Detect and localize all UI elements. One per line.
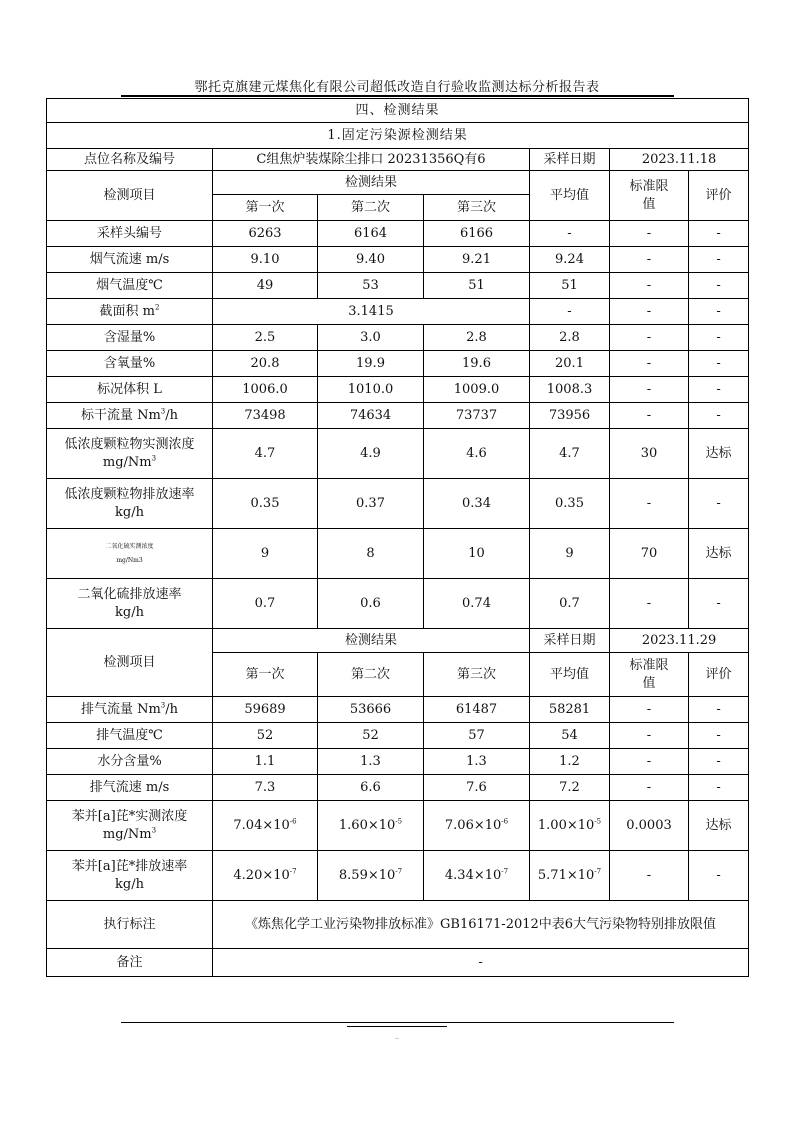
eval-value: -: [689, 851, 749, 901]
table-row: [47, 723, 749, 749]
mantissa: 4.34×10: [444, 867, 502, 883]
run1-value: [213, 801, 318, 851]
run2-header: 第二次: [318, 195, 424, 221]
header2-row-1: [47, 629, 749, 653]
table-row: [47, 247, 749, 273]
avg-value: [530, 851, 610, 901]
standard-row: [47, 901, 749, 949]
row-unit: mg/Nm3: [116, 556, 143, 564]
run2-value: 6164: [318, 221, 424, 247]
table-row: [47, 749, 749, 775]
row-name-text: 二氧化硫排放速率: [77, 586, 182, 602]
avg-value: 51: [530, 273, 610, 299]
remarks-row: [47, 949, 749, 977]
superscript: 3: [151, 826, 157, 835]
run3-value: 51: [424, 273, 530, 299]
report-header: 鄂托克旗建元煤焦化有限公司超低改造自行验收监测达标分析报告表: [194, 80, 600, 95]
eval-value: -: [689, 775, 749, 801]
run3-value: 73737: [424, 403, 530, 429]
mantissa: 1.00×10: [537, 817, 595, 833]
point-value: C组焦炉装煤除尘排口 20231356Q有6: [213, 149, 530, 171]
run3-value: 9.21: [424, 247, 530, 273]
run2-value: 1.3: [318, 749, 424, 775]
row-name: 烟气流速 m/s: [47, 247, 213, 273]
footer-rule-short: [347, 1026, 447, 1027]
limit-value: -: [610, 247, 689, 273]
run3-header: 第三次: [424, 195, 530, 221]
results-header: 检测结果: [213, 171, 530, 195]
superscript: 3: [160, 701, 166, 710]
row-name-tail: /h: [165, 701, 179, 717]
avg-header: 平均值: [530, 171, 610, 221]
exponent: -7: [594, 867, 602, 876]
run3-value: 10: [424, 529, 530, 579]
eval-value: -: [689, 377, 749, 403]
limit-value: -: [610, 273, 689, 299]
avg-value: 73956: [530, 403, 610, 429]
row-name: 排气温度℃: [47, 723, 213, 749]
run2-value: 4.9: [318, 429, 424, 479]
item-header: 检测项目: [47, 171, 213, 221]
run2-value: 19.9: [318, 351, 424, 377]
limit-value: -: [610, 749, 689, 775]
limit-value: -: [610, 351, 689, 377]
run3-value: 6166: [424, 221, 530, 247]
run1-value: 9: [213, 529, 318, 579]
run2-value: 52: [318, 723, 424, 749]
limit-value: -: [610, 775, 689, 801]
eval-value: 达标: [689, 529, 749, 579]
row-name: 水分含量%: [47, 749, 213, 775]
row-name: 采样头编号: [47, 221, 213, 247]
run2-header: 第二次: [318, 653, 424, 697]
sampling-date: 2023.11.29: [610, 629, 749, 653]
mantissa: 1.60×10: [338, 817, 396, 833]
run1-value: [213, 851, 318, 901]
limit-value: -: [610, 403, 689, 429]
limit-header: 标准限值: [610, 171, 689, 221]
run2-value: 0.6: [318, 579, 424, 629]
run2-value: 53: [318, 273, 424, 299]
table-row: [47, 579, 749, 629]
eval-header: 评价: [689, 171, 749, 221]
run1-value: 0.7: [213, 579, 318, 629]
row-name-text: 苯并[a]芘*实测浓度: [71, 808, 188, 824]
run2-value: [318, 851, 424, 901]
run3-value: 7.6: [424, 775, 530, 801]
exponent: -7: [395, 867, 403, 876]
run1-value: 2.5: [213, 325, 318, 351]
run3-value: 61487: [424, 697, 530, 723]
row-name-tail: /h: [165, 407, 179, 423]
run1-value: 6263: [213, 221, 318, 247]
avg-value: 9.24: [530, 247, 610, 273]
row-name: 烟气温度℃: [47, 273, 213, 299]
eval-header: 评价: [689, 653, 749, 697]
mantissa: 8.59×10: [338, 867, 396, 883]
table-row: [47, 851, 749, 901]
row-name: [47, 697, 213, 723]
mantissa: 4.20×10: [233, 867, 290, 883]
row-name: [47, 801, 213, 851]
avg-value: -: [530, 221, 610, 247]
footer-rule: [121, 1022, 674, 1023]
exponent: -5: [594, 817, 602, 826]
run1-value: 0.35: [213, 479, 318, 529]
run1-value: 52: [213, 723, 318, 749]
run2-value: 6.6: [318, 775, 424, 801]
row-name: [47, 429, 213, 479]
avg-value: 4.7: [530, 429, 610, 479]
eval-value: -: [689, 325, 749, 351]
results-table: [46, 98, 749, 977]
eval-value: -: [689, 479, 749, 529]
exponent: -7: [289, 867, 297, 876]
row-name: 排气流速 m/s: [47, 775, 213, 801]
mantissa: 7.04×10: [233, 817, 290, 833]
standard-label: 执行标注: [47, 901, 213, 949]
row-unit: mg/Nm: [102, 826, 152, 842]
mantissa: 5.71×10: [537, 867, 595, 883]
eval-value: -: [689, 247, 749, 273]
avg-value: 7.2: [530, 775, 610, 801]
mantissa: 7.06×10: [444, 817, 502, 833]
run1-header: 第一次: [213, 653, 318, 697]
row-name: [47, 299, 213, 325]
point-row: [47, 149, 749, 171]
run3-value: 1.3: [424, 749, 530, 775]
eval-value: 达标: [689, 801, 749, 851]
row-unit: kg/h: [115, 876, 144, 892]
row-name-text: 标干流量 Nm: [80, 407, 161, 423]
run2-value: 9.40: [318, 247, 424, 273]
table-row: [47, 801, 749, 851]
run1-value: 49: [213, 273, 318, 299]
eval-value: -: [689, 749, 749, 775]
limit-value: 70: [610, 529, 689, 579]
run1-value: 4.7: [213, 429, 318, 479]
run3-value: 19.6: [424, 351, 530, 377]
row-name: 标况体积 L: [47, 377, 213, 403]
run3-value: 4.6: [424, 429, 530, 479]
run1-header: 第一次: [213, 195, 318, 221]
avg-value: 0.7: [530, 579, 610, 629]
sampling-date-label: 采样日期: [530, 149, 610, 171]
limit-value: -: [610, 325, 689, 351]
table-row: [47, 403, 749, 429]
row-name: [47, 479, 213, 529]
table-row: [47, 273, 749, 299]
header-rule: [121, 95, 674, 97]
run2-value: 8: [318, 529, 424, 579]
row-name-text: 低浓度颗粒物实测浓度: [64, 436, 195, 452]
limit-value: -: [610, 579, 689, 629]
subsection-title-row: [47, 123, 749, 149]
table-row: [47, 529, 749, 579]
row-unit: kg/h: [115, 504, 144, 520]
run2-value: 53666: [318, 697, 424, 723]
run3-value: 2.8: [424, 325, 530, 351]
limit-header: 标准限值: [610, 653, 689, 697]
sampling-date: 2023.11.18: [610, 149, 749, 171]
run1-value: 59689: [213, 697, 318, 723]
limit-value: -: [610, 851, 689, 901]
row-name: [47, 403, 213, 429]
eval-value: 达标: [689, 429, 749, 479]
row-name-text: 截面积 m: [99, 303, 155, 319]
avg-value: 1008.3: [530, 377, 610, 403]
remarks-label: 备注: [47, 949, 213, 977]
run3-value: 57: [424, 723, 530, 749]
run3-value: [424, 851, 530, 901]
row-name: [47, 851, 213, 901]
eval-value: -: [689, 723, 749, 749]
run2-value: 74634: [318, 403, 424, 429]
run3-value: 0.34: [424, 479, 530, 529]
page-mark: ··: [395, 1036, 399, 1043]
section-title: 四、检测结果: [47, 99, 749, 123]
avg-value: 2.8: [530, 325, 610, 351]
results-header: 检测结果: [213, 629, 530, 653]
avg-value: 54: [530, 723, 610, 749]
limit-value: -: [610, 221, 689, 247]
row-name-text: 低浓度颗粒物排放速率: [64, 486, 195, 502]
limit-value: 0.0003: [610, 801, 689, 851]
avg-value: 1.2: [530, 749, 610, 775]
table-row: [47, 351, 749, 377]
avg-value: -: [530, 299, 610, 325]
superscript: 3: [160, 407, 166, 416]
avg-value: 9: [530, 529, 610, 579]
standard-value: 《炼焦化学工业污染物排放标准》GB16171-2012中表6大气污染物特别排放限值: [213, 901, 749, 949]
merged-value: 3.1415: [213, 299, 530, 325]
eval-value: -: [689, 299, 749, 325]
eval-value: -: [689, 351, 749, 377]
avg-value: 58281: [530, 697, 610, 723]
avg-value: 0.35: [530, 479, 610, 529]
exponent: -6: [501, 817, 509, 826]
table-row: [47, 479, 749, 529]
exponent: -5: [395, 817, 403, 826]
point-label: 点位名称及编号: [47, 149, 213, 171]
run1-value: 9.10: [213, 247, 318, 273]
run3-value: [424, 801, 530, 851]
limit-value: -: [610, 723, 689, 749]
run3-value: 1009.0: [424, 377, 530, 403]
sampling-date-label: 采样日期: [530, 629, 610, 653]
table-row: [47, 697, 749, 723]
row-name: [47, 529, 213, 579]
run3-header: 第三次: [424, 653, 530, 697]
subsection-title: 1.固定污染源检测结果: [47, 123, 749, 149]
row-name: 含氧量%: [47, 351, 213, 377]
avg-header: 平均值: [530, 653, 610, 697]
avg-value: 20.1: [530, 351, 610, 377]
table-row: [47, 221, 749, 247]
superscript: 2: [155, 303, 160, 312]
limit-value: -: [610, 377, 689, 403]
run1-value: 1006.0: [213, 377, 318, 403]
remarks-value: -: [213, 949, 749, 977]
eval-value: -: [689, 221, 749, 247]
table-row: [47, 775, 749, 801]
table-row: [47, 429, 749, 479]
limit-value: 30: [610, 429, 689, 479]
row-unit: kg/h: [115, 604, 144, 620]
run1-value: 7.3: [213, 775, 318, 801]
run2-value: 0.37: [318, 479, 424, 529]
section-title-row: [47, 99, 749, 123]
limit-value: -: [610, 299, 689, 325]
run1-value: 73498: [213, 403, 318, 429]
exponent: -6: [289, 817, 297, 826]
run1-value: 1.1: [213, 749, 318, 775]
run2-value: 1010.0: [318, 377, 424, 403]
limit-value: -: [610, 479, 689, 529]
exponent: -7: [501, 867, 509, 876]
table-row: [47, 325, 749, 351]
eval-value: -: [689, 403, 749, 429]
row-name-text: 二氧化硫实测浓度: [105, 543, 154, 551]
row-unit: mg/Nm: [102, 454, 152, 470]
limit-value: -: [610, 697, 689, 723]
run2-value: [318, 801, 424, 851]
table-row: [47, 299, 749, 325]
eval-value: -: [689, 273, 749, 299]
run1-value: 20.8: [213, 351, 318, 377]
row-name-text: 排气流量 Nm: [80, 701, 161, 717]
row-name: 含湿量%: [47, 325, 213, 351]
row-name: [47, 579, 213, 629]
run3-value: 0.74: [424, 579, 530, 629]
eval-value: -: [689, 579, 749, 629]
row-name-text: 苯并[a]芘*排放速率: [71, 858, 188, 874]
item-header: 检测项目: [47, 629, 213, 697]
eval-value: -: [689, 697, 749, 723]
avg-value: [530, 801, 610, 851]
superscript: 3: [151, 454, 157, 463]
table-row: [47, 377, 749, 403]
header-row-1: [47, 171, 749, 195]
run2-value: 3.0: [318, 325, 424, 351]
